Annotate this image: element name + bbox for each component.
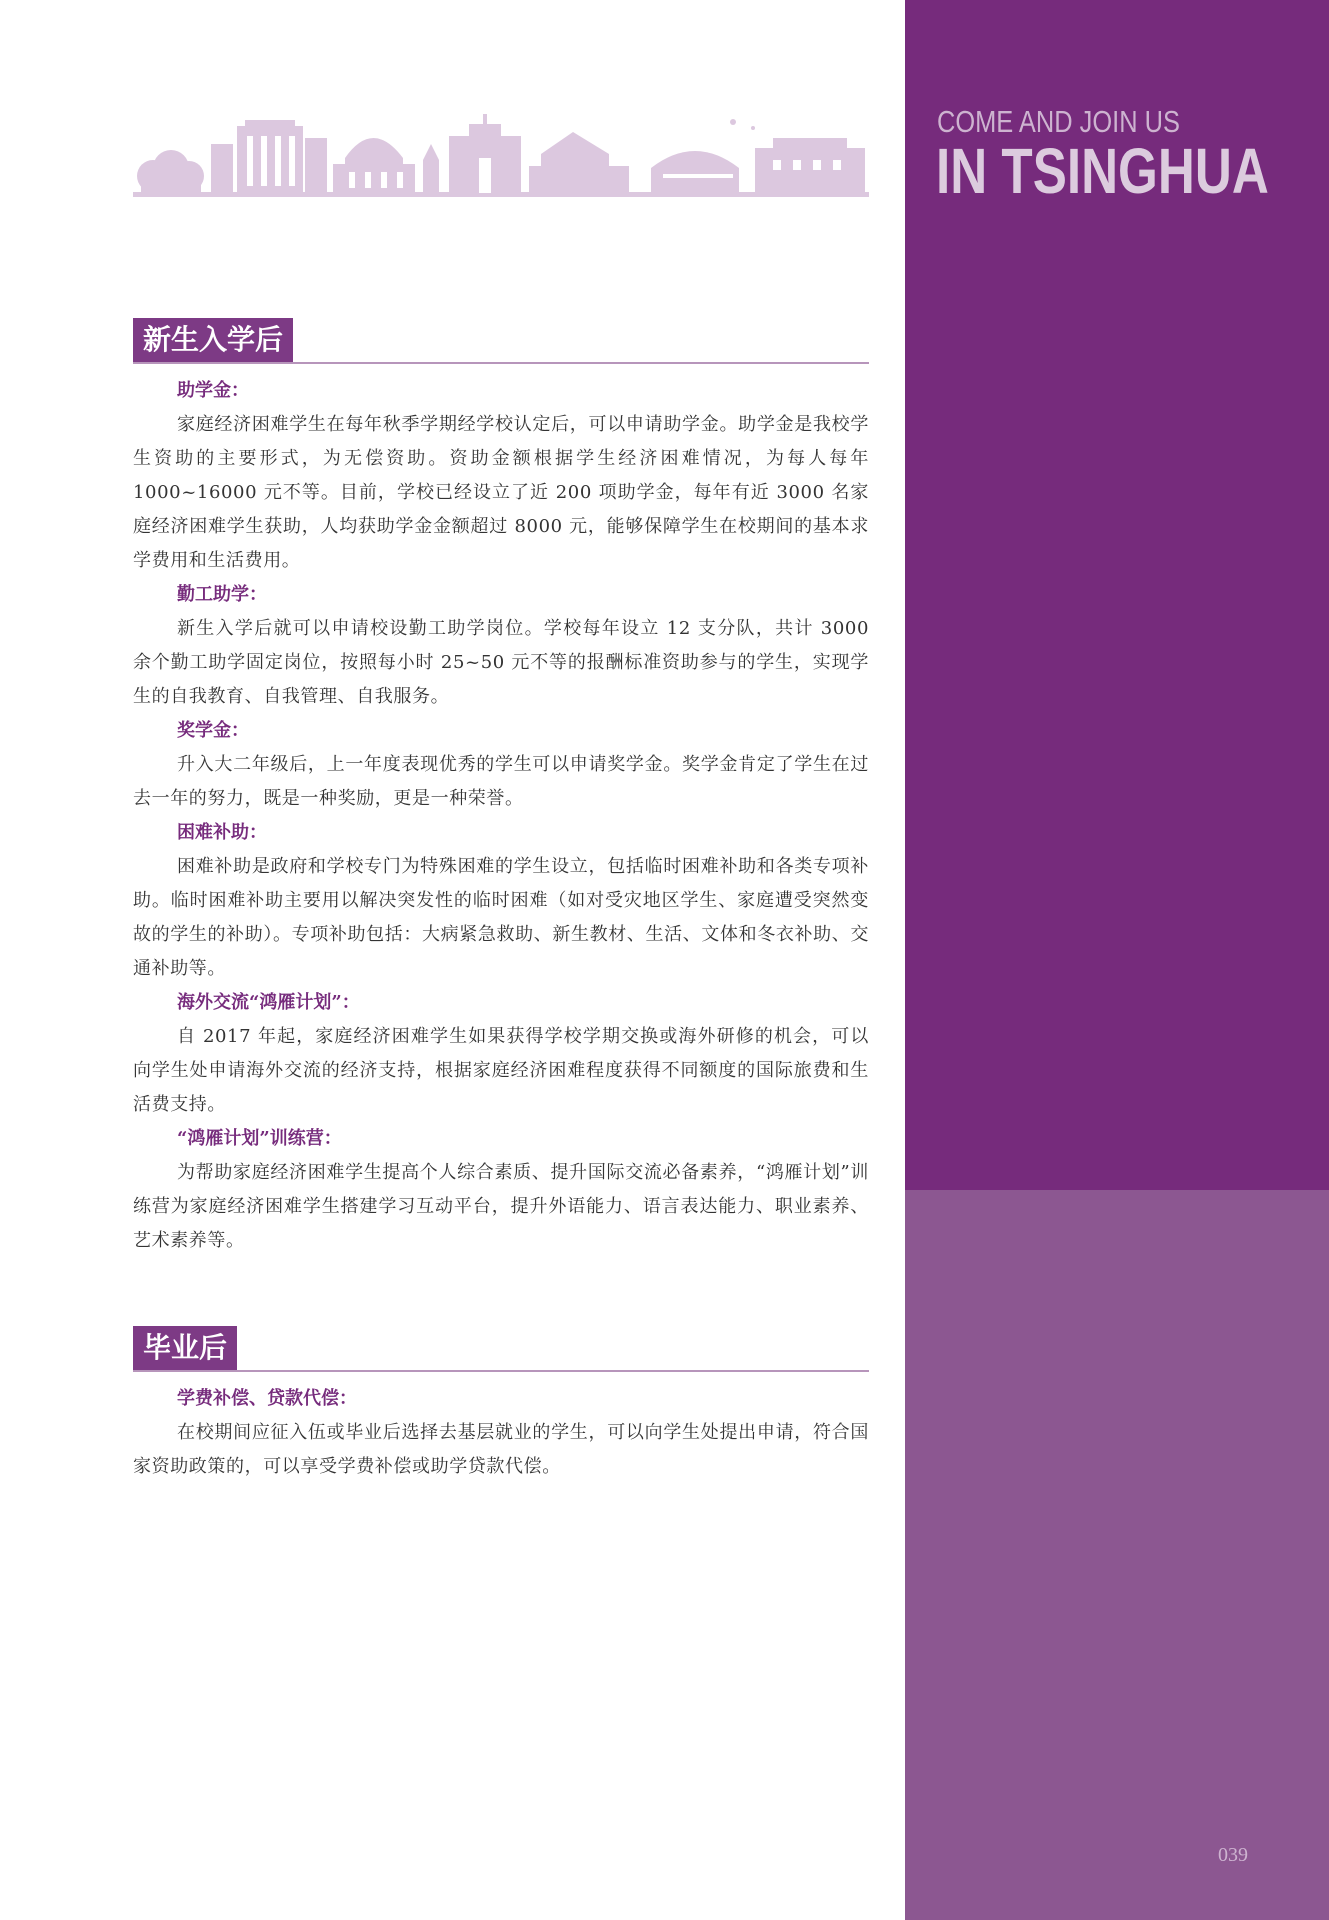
section-title: 毕业后 [133,1326,237,1370]
subsection-heading: “鸿雁计划”训练营： [177,1128,342,1149]
subsection-text: 困难补助是政府和学校专门为特殊困难的学生设立，包括临时困难补助和各类专项补助。临时困难补助主要用以解决突发性的临时困难（如对受灾地区学生、家庭遭受突然变故的学生的补助）。专项补助包括：大病紧急救助、新生教材、生活、文体和冬衣补助、交通补助等。 [133,856,869,979]
subsection-text: 在校期间应征入伍或毕业后选择去基层就业的学生，可以向学生处提出申请，符合国家资助政策的，可以享受学费补偿或助学贷款代偿。 [133,1422,869,1477]
section-title: 新生入学后 [133,318,293,362]
subsection-text: 家庭经济困难学生在每年秋季学期经学校认定后，可以申请助学金。助学金是我校学生资助的主要形式，为无偿资助。资助金额根据学生经济困难情况，为每人每年 1000~16000 元不等。目前，学校已经设立了近 200 项助学金，每年有近 3000 名家庭经济困难学生获助，人均获助学金金额超过 8000 元，能够保障学生在校期间的基本求学费用和生活费用。 [133,414,869,571]
subsection-heading: 奖学金： [177,720,249,741]
campus-skyline-illustration [133,114,869,200]
subsection-text: 自 2017 年起，家庭经济困难学生如果获得学校学期交换或海外研修的机会，可以向学生处申请海外交流的经济支持，根据家庭经济困难程度获得不同额度的国际旅费和生活费支持。 [133,1026,869,1115]
section-header [133,1326,869,1372]
section-after-enrollment [133,318,869,1258]
section-header [133,318,869,364]
section-after-graduation [133,1326,869,1484]
tagline-line2: IN TSINGHUA [936,135,1269,207]
subsection-heading: 学费补偿、贷款代偿： [177,1388,357,1409]
subsection-heading: 困难补助： [177,822,267,843]
tagline-line1: COME AND JOIN US [937,104,1180,139]
subsection-text: 升入大二年级后，上一年度表现优秀的学生可以申请奖学金。奖学金肯定了学生在过去一年的努力，既是一种奖励，更是一种荣誉。 [133,754,869,809]
subsection-heading: 助学金： [177,380,249,401]
sidebar-bottom-panel [905,1190,1329,1920]
subsection-heading: 海外交流“鸿雁计划”： [177,992,360,1013]
subsection-heading: 勤工助学： [177,584,267,605]
subsection-text: 新生入学后就可以申请校设勤工助学岗位。学校每年设立 12 支分队，共计 3000 余个勤工助学固定岗位，按照每小时 25~50 元不等的报酬标准资助参与的学生，实现学生的自我教育、自我管理、自我服务。 [133,618,869,707]
subsection-text: 为帮助家庭经济困难学生提高个人综合素质、提升国际交流必备素养，“鸿雁计划”训练营为家庭经济困难学生搭建学习互动平台，提升外语能力、语言表达能力、职业素养、艺术素养等。 [133,1162,869,1251]
page-number: 039 [1218,1844,1248,1866]
